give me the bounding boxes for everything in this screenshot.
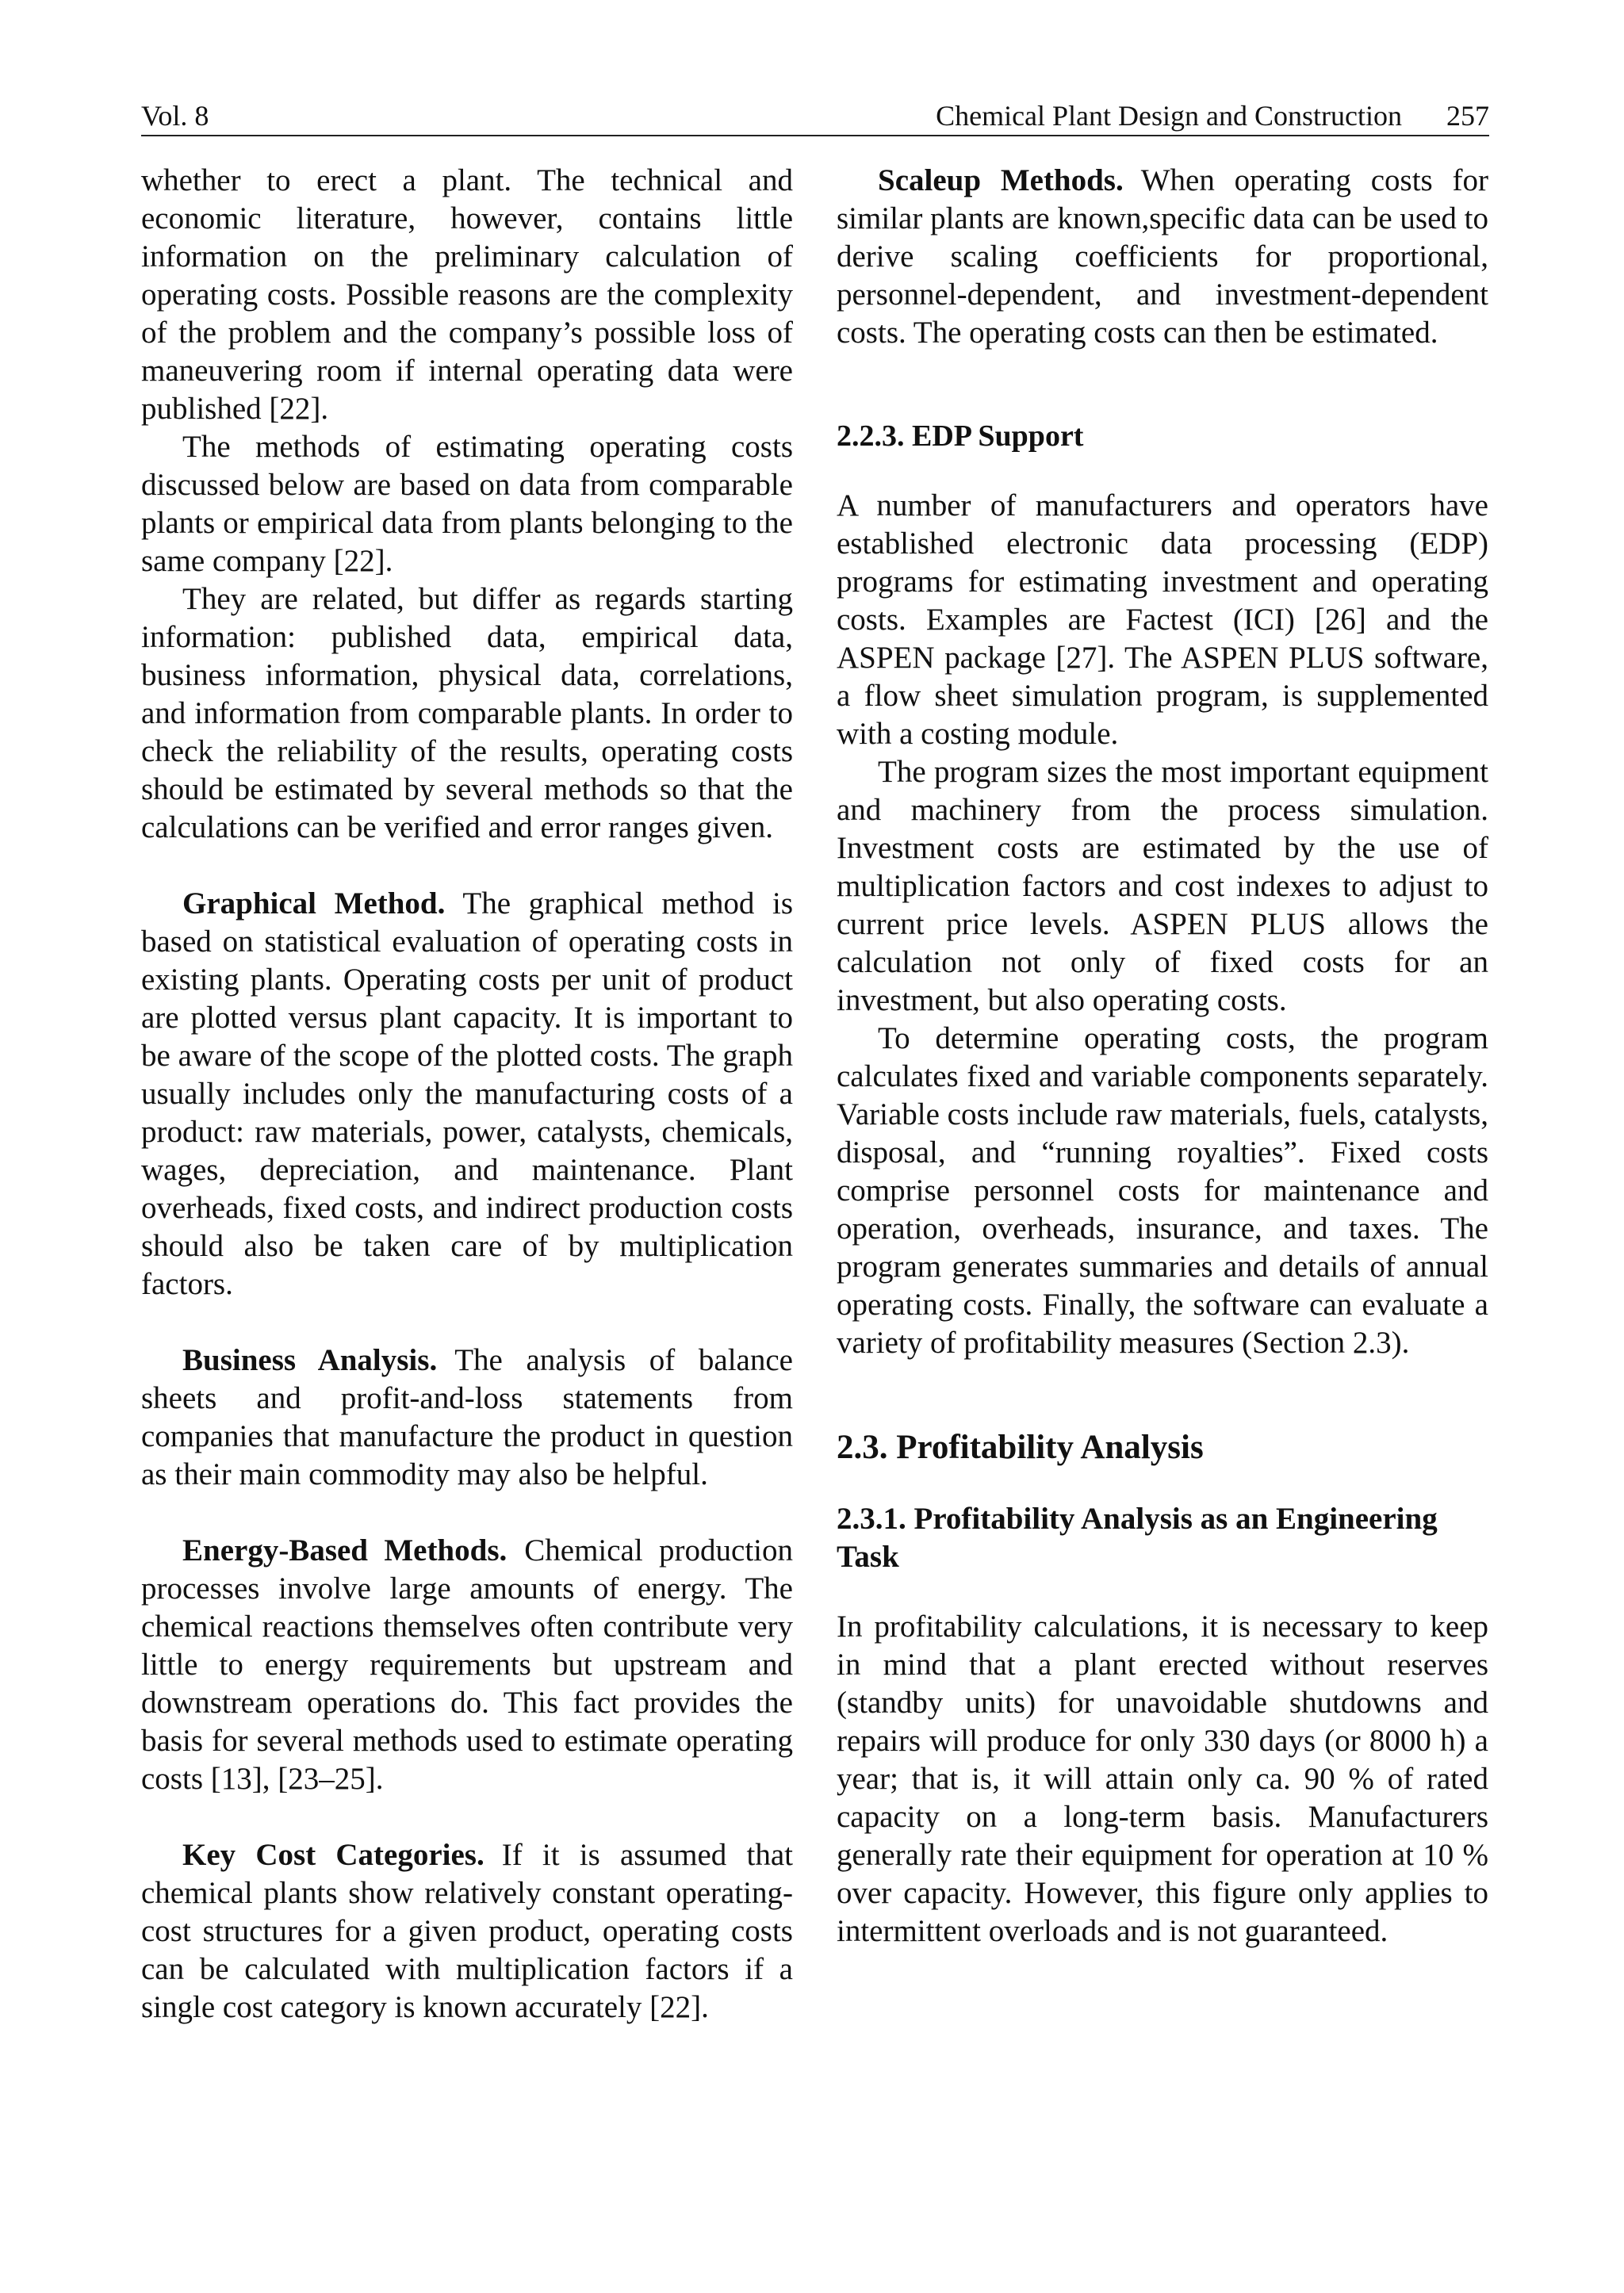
scaleup-methods-paragraph	[837, 162, 1488, 352]
edp-support-heading: 2.2.3. EDP Support	[837, 419, 1084, 453]
scaleup-methods-title: Scaleup Methods.	[878, 163, 1124, 197]
paragraph-intro: whether to erect a plant. The technical and economic literature, however, contains little information on the preliminary calculation of operating costs. Possible reasons are the complexity of the problem and the company’s possible loss of maneuvering room if internal operating data were published [22].	[141, 163, 793, 426]
scaleup-methods-text: When operating costs for similar plants are known,specific data can be used to derive scaling coefficients for proportional, personnel-dependent, and investment-dependent costs. The operating costs can then be estimated.	[837, 163, 1488, 350]
energy-based-methods-paragraph	[141, 1532, 793, 1798]
page-number: 257	[1446, 100, 1489, 132]
business-analysis-title: Business Analysis.	[182, 1343, 438, 1377]
edp-paragraph-3: To determine operating costs, the program calculates fixed and variable components separately. Variable costs include raw materials, fuels, catalysts, disposal, and “running royalties”. Fixed costs comprise personnel costs for maintenance and operation, overheads, insurance, and taxes. The program generates summaries and details of annual operating costs. Finally, the software can evaluate a variety of profitability measures (Section 2.3).	[837, 1021, 1488, 1360]
graphical-method-title: Graphical Method.	[182, 886, 446, 921]
key-cost-categories-text: If it is assumed that chemical plants show relatively constant operating- cost structures for a given product, operating costs can be calculated with multiplication factors if a single cost category is known accurately [22].	[141, 1838, 793, 2024]
right-column	[837, 162, 1488, 1950]
graphical-method-text: The graphical method is based on statistical evaluation of operating costs in existing plants. Operating costs per unit of product are plotted versus plant capacity. It is important to be aware of the scope of the plotted costs. The graph usually includes only the manufacturing costs of a product: raw materials, power, catalysts, chemicals, wages, depreciation, and maintenance. Plant overheads, fixed costs, and indirect production costs should also be taken care of by multiplication factors.	[141, 886, 794, 1301]
volume-label: Vol. 8	[141, 100, 209, 132]
key-cost-categories-title: Key Cost Categories.	[182, 1838, 485, 1872]
paragraph-starting-information: They are related, but differ as regards starting information: published data, empirical data, business information, physical data, correlations, and information from comparable plants. In order to check the reliability of the results, operating costs should be estimated by several methods so that the calculations can be verified and error ranges given.	[141, 582, 793, 844]
paragraph-methods: The methods of estimating operating costs discussed below are based on data from comparable plants or empirical data from plants belonging to the same company [22].	[141, 430, 793, 578]
left-column	[141, 162, 793, 2027]
profitability-paragraph: In profitability calculations, it is necessary to keep in mind that a plant erected without reserves (standby units) for unavoidable shutdowns and repairs will produce for only 330 days (or 8000 h) a year; that is, it will attain only ca. 90 % of rated capacity on a long-term basis. Manufacturers generally rate their equipment for operation at 10 % over capacity. However, this figure only applies to intermittent overloads and is not guaranteed.	[837, 1610, 1488, 1948]
key-cost-categories-paragraph	[141, 1836, 793, 2027]
business-analysis-paragraph	[141, 1342, 793, 1494]
edp-paragraph-2: The program sizes the most important equipment and machinery from the process simulation. Investment costs are estimated by the use of multiplication factors and cost indexes to adjust to current price levels. ASPEN PLUS allows the calculation not only of fixed costs for an investment, but also operating costs.	[837, 755, 1488, 1017]
energy-based-methods-text: Chemical production processes involve large amounts of energy. The chemical reactions themselves often contribute very little to energy requirements but upstream and downstream operations do. This fact provides the basis for several methods used to estimate operating costs [13], [23–25].	[141, 1533, 793, 1796]
graphical-method-paragraph	[141, 885, 793, 1303]
business-analysis-text: The analysis of balance sheets and profit-and-loss statements from companies that manufacture the product in question as their main commodity may also be helpful.	[141, 1343, 793, 1491]
running-header	[141, 97, 1489, 136]
running-title-group	[936, 97, 1489, 135]
profitability-analysis-heading: 2.3. Profitability Analysis	[837, 1429, 1204, 1466]
edp-paragraph-1: A number of manufacturers and operators have established electronic data processing (EDP) programs for estimating investment and operating costs. Examples are Factest (ICI) [26] and the ASPEN package [27]. The ASPEN PLUS software, a flow sheet simulation program, is supplemented with a costing module.	[837, 488, 1488, 751]
energy-based-methods-title: Energy-Based Methods.	[182, 1533, 508, 1568]
engineering-task-heading: 2.3.1. Profitability Analysis as an Engineering Task	[837, 1502, 1438, 1574]
running-title: Chemical Plant Design and Construction	[936, 100, 1402, 132]
